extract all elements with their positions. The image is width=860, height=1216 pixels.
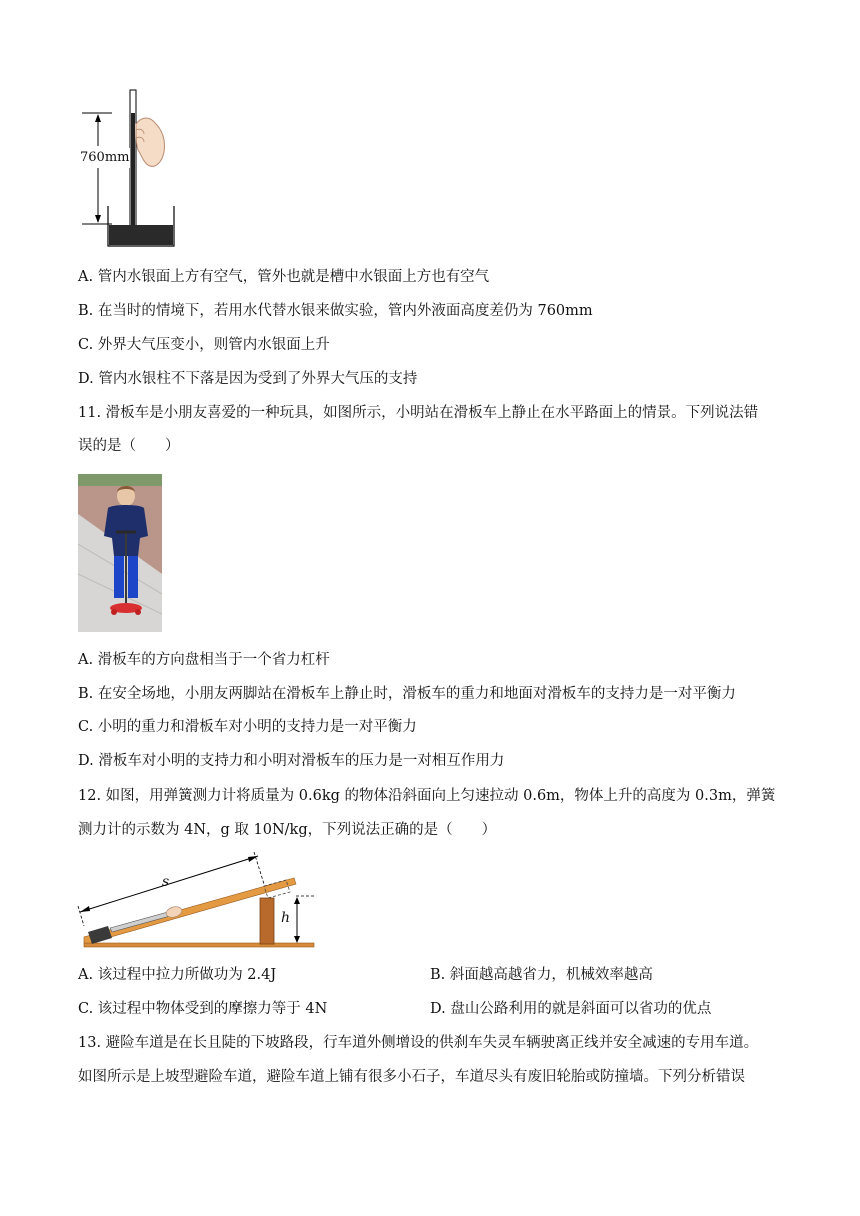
incline-figure	[78, 850, 318, 952]
q12-stem-line2: 测力计的示数为 4N，g 取 10N/kg，下列说法正确的是（ ）	[78, 822, 497, 838]
scooter-photo	[78, 474, 162, 632]
q12-option-a: A. 该过程中拉力所做功为 2.4J	[78, 967, 277, 983]
q12-option-d: D. 盘山公路利用的就是斜面可以省功的优点	[430, 1001, 712, 1017]
q11-option-c: C. 小明的重力和滑板车对小明的支持力是一对平衡力	[78, 719, 417, 735]
q11-option-b: B. 在安全场地，小朋友两脚站在滑板车上静止时，滑板车的重力和地面对滑板车的支持力是一对平衡力	[78, 686, 736, 702]
q11-stem-line1: 11. 滑板车是小朋友喜爱的一种玩具，如图所示，小明站在滑板车上静止在水平路面上的情景。下列说法错	[78, 405, 759, 421]
q10-option-d: D. 管内水银柱不下落是因为受到了外界大气压的支持	[78, 371, 418, 387]
q13-stem-line1: 13. 避险车道是在长且陡的下坡路段，行车道外侧增设的供刹车失灵车辆驶离正线并安全减速的专用车道。	[78, 1035, 759, 1051]
height-label: 760mm	[79, 148, 130, 168]
q12-option-c: C. 该过程中物体受到的摩擦力等于 4N	[78, 1001, 328, 1017]
q10-option-a: A. 管内水银面上方有空气，管外也就是槽中水银面上方也有空气	[78, 269, 490, 285]
q11-option-a: A. 滑板车的方向盘相当于一个省力杠杆	[78, 652, 330, 668]
torricelli-figure	[78, 86, 188, 251]
label-s: s	[162, 874, 170, 890]
q13-stem-line2: 如图所示是上坡型避险车道，避险车道上铺有很多小石子，车道尽头有废旧轮胎或防撞墙。下列分析错误	[78, 1069, 745, 1085]
q11-stem-line2: 误的是（ ）	[78, 438, 180, 454]
q10-option-c: C. 外界大气压变小，则管内水银面上升	[78, 337, 330, 353]
q10-option-b: B. 在当时的情境下，若用水代替水银来做实验，管内外液面高度差仍为 760mm	[78, 303, 593, 319]
label-h: h	[281, 910, 291, 926]
q12-stem-line1: 12. 如图，用弹簧测力计将质量为 0.6kg 的物体沿斜面向上匀速拉动 0.6m，物体上升的高度为 0.3m，弹簧	[78, 788, 776, 804]
q12-option-b: B. 斜面越高越省力，机械效率越高	[430, 967, 653, 983]
q11-option-d: D. 滑板车对小明的支持力和小明对滑板车的压力是一对相互作用力	[78, 753, 505, 769]
